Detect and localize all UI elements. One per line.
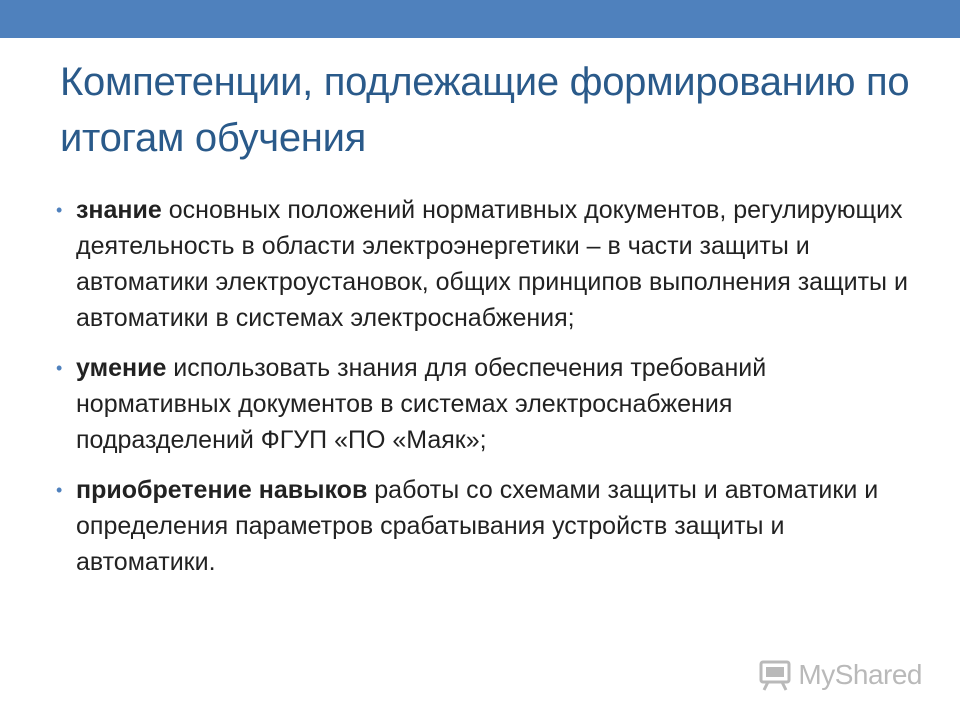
bullet-dot-icon: • [56, 200, 63, 220]
myshared-watermark [758, 658, 922, 692]
slide-title: Компетенции, подлежащие формированию по итогам обучения [60, 60, 910, 160]
bullet-text: основных положений нормативных документов, регулирующих деятельность в области электроэнергетики – в части защиты и автоматики электроустановок, общих принципов выполнения защиты и автоматики в системах электроснабжения; [76, 196, 908, 332]
bullet-item-skill [56, 350, 916, 458]
watermark-text: MyShared [798, 659, 922, 690]
bullet-item-practice [56, 472, 916, 580]
bullet-item-knowledge [56, 192, 916, 336]
bullet-list [56, 192, 916, 594]
top-accent-bar [0, 0, 960, 38]
bullet-term: умение [76, 354, 167, 382]
presentation-board-icon [758, 658, 792, 692]
bullet-term: знание [76, 196, 162, 224]
bullet-dot-icon: • [56, 480, 63, 500]
bullet-dot-icon: • [56, 358, 63, 378]
bullet-text: работы со схемами защиты и автоматики и определения параметров срабатывания устройств защиты и автоматики. [76, 476, 879, 576]
bullet-text: использовать знания для обеспечения требований нормативных документов в системах электроснабжения подразделений ФГУП «ПО «Маяк»; [76, 354, 767, 454]
bullet-term: приобретение навыков [76, 476, 368, 504]
